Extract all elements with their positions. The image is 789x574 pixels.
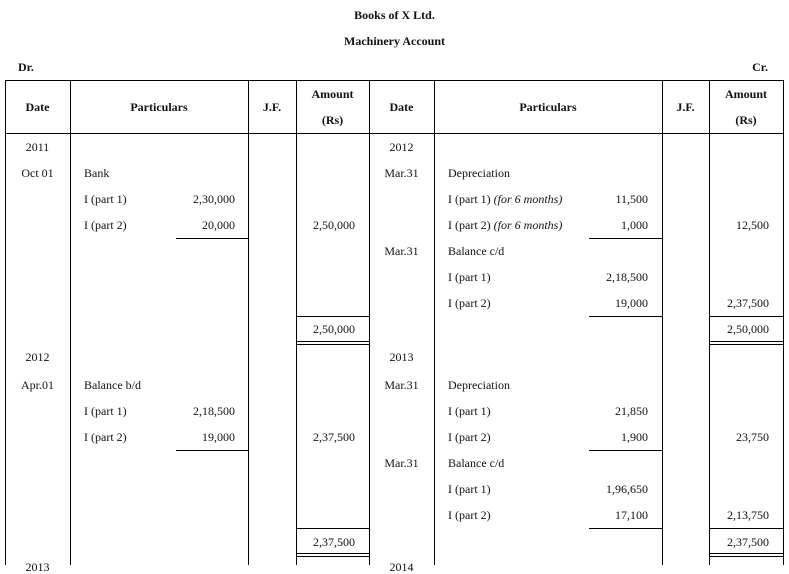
col-header-particulars-cr: Particulars [519,100,577,114]
entry-particular: I (part 1) [448,270,491,284]
entry-sub-amount: 2,18,500 [606,270,648,284]
total-rule [296,344,369,345]
entry-particular: Balance c/d [448,456,505,470]
col-header-amount-cr: Amount [724,87,767,101]
credit-side-label: Cr. [752,60,768,74]
total-rule [296,341,369,342]
entry-sub-amount: 19,000 [615,296,648,310]
entry-year-partial: 2014 [389,560,414,574]
entry-amount: 2,13,750 [727,508,769,522]
total-amount: 2,50,000 [313,322,355,336]
col-header-date-dr: Date [25,100,50,114]
account-title: Machinery Account [344,34,445,48]
col-border [783,80,784,565]
total-rule [709,553,783,554]
total-rule [709,316,783,317]
entry-sub-amount: 20,000 [202,218,235,232]
entry-particular: I (part 1) [448,482,491,496]
entry-particular: Balance b/d [84,378,141,392]
col-header-date-cr: Date [389,100,414,114]
entry-date: Apr.01 [21,378,54,392]
entry-sub-amount: 11,500 [615,192,648,206]
total-rule [296,556,369,557]
subtotal-rule [176,238,248,239]
entry-sub-amount: 17,100 [615,508,648,522]
col-header-jf-cr: J.F. [676,100,695,114]
entry-particular: Depreciation [448,166,510,180]
entry-date: Mar.31 [384,244,419,258]
entry-particular: Depreciation [448,378,510,392]
subtotal-rule [589,316,662,317]
entry-sub-amount: 2,18,500 [193,404,235,418]
total-rule [709,341,783,342]
col-border [662,80,663,565]
entry-amount: 23,750 [736,430,769,444]
header-bottom-border [5,133,783,134]
entry-particular: I (part 1) [84,404,127,418]
entry-particular-label: I (part 1) [448,192,491,206]
debit-side-label: Dr. [18,60,34,74]
entry-year: 2012 [389,140,414,154]
entry-particular: I (part 2) [84,218,127,232]
entry-sub-amount: 2,30,000 [193,192,235,206]
col-border [434,80,435,565]
subtotal-rule [589,528,662,529]
entry-date: Oct 01 [21,166,54,180]
entry-particular: I (part 2) [84,430,127,444]
entry-sub-amount: 1,96,650 [606,482,648,496]
entry-particular: I (part 1) [448,404,491,418]
total-amount: 2,50,000 [727,322,769,336]
entry-sub-amount: 21,850 [615,404,648,418]
entry-particular: Bank [84,166,110,180]
col-header-particulars-dr: Particulars [130,100,188,114]
entry-particular-note: (for 6 months) [493,218,563,232]
entry-amount: 2,37,500 [727,296,769,310]
col-border [248,80,249,565]
col-header-amount-unit-cr: (Rs) [735,113,757,127]
book-title: Books of X Ltd. [354,8,435,22]
col-header-jf-dr: J.F. [262,100,282,114]
total-rule [296,316,369,317]
total-amount: 2,37,500 [727,535,769,549]
entry-date: Mar.31 [384,456,419,470]
entry-particular: I (part 1) [84,192,127,206]
total-rule [296,528,369,529]
col-header-amount-unit-dr: (Rs) [321,113,344,127]
entry-particular: Balance c/d [448,244,505,258]
total-rule [296,553,369,554]
entry-particular-note: (for 6 months) [493,192,563,206]
entry-particular [448,218,562,232]
entry-particular-label: I (part 2) [448,218,491,232]
entry-particular: I (part 2) [448,430,491,444]
entry-date: Mar.31 [384,378,419,392]
entry-amount: 2,37,500 [313,430,355,444]
total-rule [709,344,783,345]
entry-particular: I (part 2) [448,296,491,310]
entry-amount: 2,50,000 [313,218,355,232]
entry-sub-amount: 19,000 [202,430,235,444]
total-rule [709,528,783,529]
subtotal-rule [176,450,248,451]
table-top-border [5,80,783,81]
total-rule [709,556,783,557]
col-border [70,80,71,565]
entry-amount: 12,500 [736,218,769,232]
entry-date: Mar.31 [384,166,419,180]
subtotal-rule [589,238,662,239]
entry-sub-amount: 1,000 [621,218,648,232]
subtotal-rule [589,450,662,451]
entry-year: 2011 [25,140,50,154]
entry-year-partial: 2013 [25,560,50,574]
entry-year: 2013 [389,350,414,364]
total-amount: 2,37,500 [313,535,355,549]
entry-particular: I (part 2) [448,508,491,522]
entry-sub-amount: 1,900 [621,430,648,444]
entry-year: 2012 [25,350,50,364]
entry-particular [448,192,562,206]
col-header-amount-dr: Amount [311,87,354,101]
